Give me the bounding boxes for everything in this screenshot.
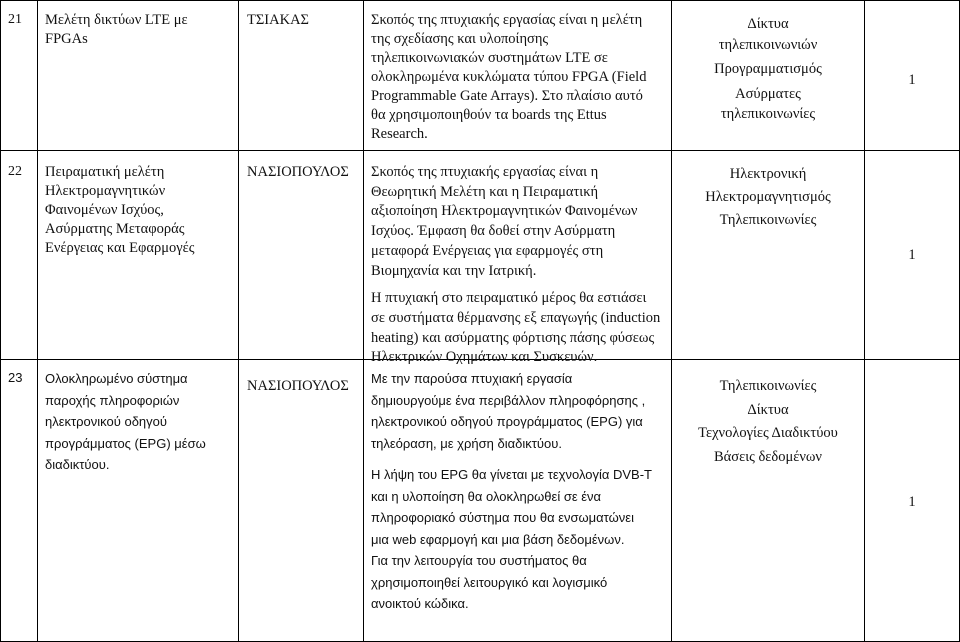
column-divider (363, 0, 364, 642)
thesis-title: Πειραματική μελέτη Ηλεκτρομαγνητικών Φαινομένων Ισχύος, Ασύρματης Μεταφοράς Ενέργειας και Εφαρμογές (45, 164, 195, 256)
row-divider (0, 150, 960, 151)
thesis-description: Σκοπός της πτυχιακής εργασίας είναι η μελέτη της σχεδίασης και υλοποίησης τηλεπικοινωνιακών συστημάτων LTE σε ολοκληρωμένα κυκλώματα τύπου FPGA (Field Programmable Gate Arrays). Στο πλαίσιο αυτό θα χρησιμοποιηθούν τα boards της Ettus Research. (371, 12, 647, 142)
keywords: Δίκτυα τηλεπικοινωνιών Προγραμματισμός Ασύρματες τηλεπικοινωνίες (714, 16, 822, 122)
supervisor: ΝΑΣΙΟΠΟΥΛΟΣ (247, 164, 349, 180)
supervisor: ΝΑΣΙΟΠΟΥΛΟΣ (247, 378, 349, 394)
thesis-title: Μελέτη δικτύων LTE με FPGAs (45, 12, 188, 47)
thesis-description: Με την παρούσα πτυχιακή εργασία δημιουργούμε ένα περιβάλλον πληροφόρησης , ηλεκτρονικού οδηγού προγράμματος (EPG) για τηλεόραση, με χρήση διαδικτύου. Η λήψη του EPG θα γίνεται με τεχνολογία DVB-T και η υλοποίηση θα ολοκληρωθεί σε ένα πληροφοριακό σύστημα που θα ενσωματώνει μια web εφαρμογή και μια βάση δεδομένων. Για την λειτουργία του συστήματος θα χρησιμοποιηθεί λειτουργικό και λογισμικό ανοικτού κώδικα. (371, 371, 652, 611)
column-divider (37, 0, 38, 642)
keywords: Ηλεκτρονική Ηλεκτρομαγνητισμός Τηλεπικοινωνίες (705, 166, 831, 228)
column-divider (864, 0, 865, 642)
count: 1 (908, 72, 916, 88)
count: 1 (908, 494, 916, 510)
column-divider (238, 0, 239, 642)
row-number: 22 (8, 164, 22, 179)
table-border-top (0, 0, 960, 1)
thesis-title: Ολοκληρωμένο σύστημα παροχής πληροφοριών ηλεκτρονικού οδηγού προγράμματος (EPG) μέσω διαδικτύου. (45, 371, 206, 472)
supervisor: ΤΣΙΑΚΑΣ (247, 12, 309, 28)
row-number: 23 (8, 370, 23, 385)
count: 1 (908, 247, 916, 263)
column-divider (0, 0, 1, 642)
row-number: 21 (8, 12, 22, 27)
keywords: Τηλεπικοινωνίες Δίκτυα Τεχνολογίες Διαδικτύου Βάσεις δεδομένων (698, 378, 838, 465)
thesis-description: Σκοπός της πτυχιακής εργασίας είναι η Θεωρητική Μελέτη και η Πειραματική αξιοποίηση Ηλεκτρομαγνητικών Φαινομένων Ισχύος. Έμφαση θα δοθεί στην Ασύρματη μεταφορά Ενέργειας για εφαρμογές στη Βιομηχανία και την Ιατρική. Η πτυχιακή στο πειραματικό μέρος θα εστιάσει σε συστήματα θέρμανσης εξ επαγωγής (induction heating) και ασύρματης φόρτισης πάσης φύσεως Ηλεκτρικών Οχημάτων και Συσκευών. (371, 164, 661, 366)
